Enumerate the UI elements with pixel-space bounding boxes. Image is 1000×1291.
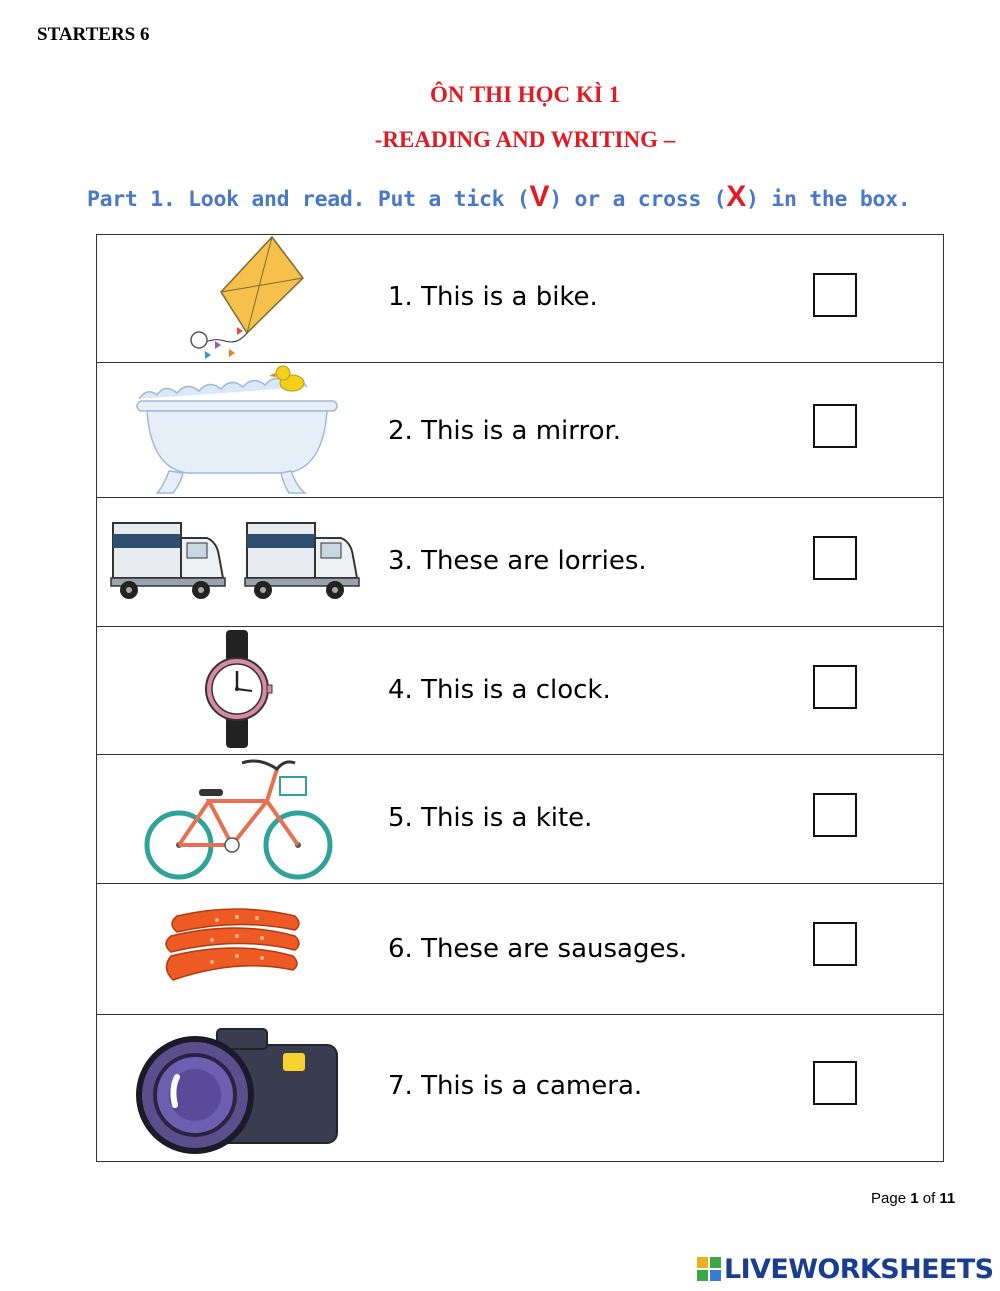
exercise-sentence: 3. These are lorries. bbox=[388, 546, 647, 576]
instructions-prefix: Part 1. Look and read. Put a tick ( bbox=[87, 187, 530, 212]
page-total: 11 bbox=[939, 1190, 956, 1207]
camera-icon bbox=[97, 1015, 377, 1161]
exercise-table bbox=[96, 234, 944, 1162]
page-label: Page bbox=[871, 1190, 907, 1207]
worksheet-title: ÔN THI HỌC KÌ 1 bbox=[430, 82, 620, 107]
exercise-sentence: 7. This is a camera. bbox=[388, 1071, 643, 1101]
page-of-label: of bbox=[922, 1190, 936, 1207]
exercise-sentence: 6. These are sausages. bbox=[388, 934, 688, 964]
exercise-row bbox=[97, 884, 943, 1015]
kite-icon bbox=[97, 235, 377, 363]
liveworksheets-logo bbox=[697, 1252, 993, 1286]
exercise-sentence: 5. This is a kite. bbox=[388, 803, 593, 833]
exercise-row bbox=[97, 755, 943, 884]
logo-grid-icon bbox=[697, 1257, 721, 1281]
answer-checkbox[interactable] bbox=[813, 273, 857, 317]
exercise-row bbox=[97, 498, 943, 627]
answer-checkbox[interactable] bbox=[813, 922, 857, 966]
worksheet-level-label: STARTERS 6 bbox=[37, 24, 150, 45]
tick-mark-symbol: V bbox=[529, 180, 550, 213]
brand-name: LIVEWORKSHEETS bbox=[724, 1253, 994, 1285]
bathtub-icon bbox=[97, 363, 377, 498]
worksheet-subtitle: -READING AND WRITING – bbox=[374, 127, 676, 152]
exercise-row bbox=[97, 1015, 943, 1161]
exercise-sentence: 2. This is a mirror. bbox=[388, 416, 622, 446]
instructions-suffix: ) in the box. bbox=[746, 187, 911, 212]
exercise-row bbox=[97, 627, 943, 755]
answer-checkbox[interactable] bbox=[813, 793, 857, 837]
instructions-middle: ) or a cross ( bbox=[549, 187, 727, 212]
exercise-sentence: 1. This is a bike. bbox=[388, 282, 598, 312]
answer-checkbox[interactable] bbox=[813, 665, 857, 709]
exercise-row bbox=[97, 235, 943, 363]
exercise-row bbox=[97, 363, 943, 498]
bicycle-icon bbox=[97, 755, 377, 884]
part-instructions bbox=[87, 180, 910, 214]
page-number bbox=[871, 1190, 955, 1207]
answer-checkbox[interactable] bbox=[813, 1061, 857, 1105]
watch-icon bbox=[97, 627, 377, 755]
lorry-icon bbox=[97, 498, 377, 627]
exercise-sentence: 4. This is a clock. bbox=[388, 675, 611, 705]
page-current: 1 bbox=[910, 1190, 919, 1207]
cross-mark-symbol: X bbox=[726, 180, 747, 213]
answer-checkbox[interactable] bbox=[813, 536, 857, 580]
sausages-icon bbox=[97, 884, 377, 1015]
answer-checkbox[interactable] bbox=[813, 404, 857, 448]
